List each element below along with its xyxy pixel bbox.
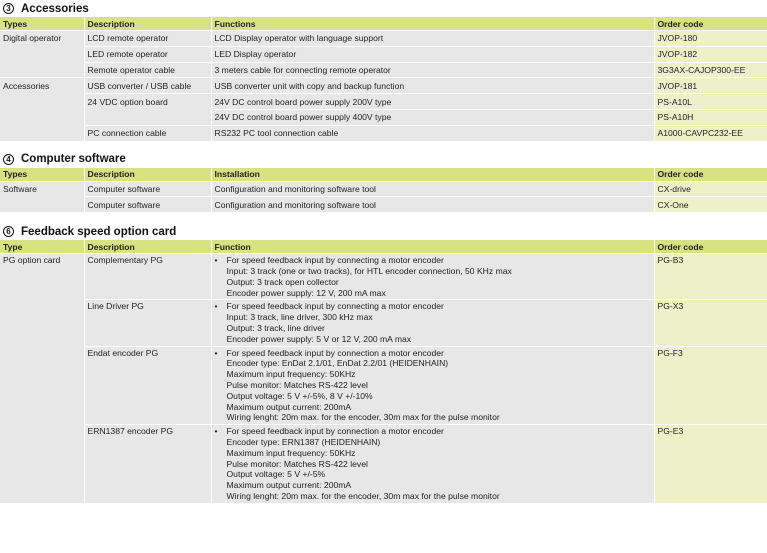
type-cell: PG option card xyxy=(0,254,84,300)
table-row xyxy=(0,78,767,94)
order-code-cell: PG-E3 xyxy=(654,425,767,504)
description-cell: ERN1387 encoder PG xyxy=(84,425,211,504)
order-code-cell: JVOP-182 xyxy=(654,46,767,62)
order-code-cell: PS-A10H xyxy=(654,109,767,125)
function-cell: LCD Display operator with language support xyxy=(211,31,654,47)
type-cell xyxy=(0,109,84,125)
bullet-icon: • xyxy=(214,255,218,266)
feedback-section-title xyxy=(0,223,767,240)
type-cell xyxy=(0,46,84,62)
software-section-title xyxy=(0,151,767,168)
type-cell xyxy=(0,125,84,141)
function-cell: • For speed feedback input by connecting a motor encoder Input: 3 track (one or two tracks), for HTL encoder connection, 50 KHz max Output: 3 track open collector Encoder power supply: 12 V, 200 mA max xyxy=(211,254,654,300)
table-header-row xyxy=(0,240,767,254)
function-cell: • For speed feedback input by connection a motor encoder Encoder type: ERN1387 (HEIDENHAIN) Maximum input frequency: 50KHz Pulse monitor: Matches RS-422 level Output voltage: 5 V +/-5% Maximum output current: 200mA Wiring lenght: 20m max. for the encoder, 30m max for the pulse monitor xyxy=(211,425,654,504)
accessories-table xyxy=(0,17,767,142)
description-cell: 24 VDC option board xyxy=(84,94,211,110)
column-header: Function xyxy=(211,240,654,254)
type-cell xyxy=(0,300,84,346)
installation-cell: Configuration and monitoring software tool xyxy=(211,197,654,213)
function-cell: 3 meters cable for connecting remote operator xyxy=(211,62,654,78)
type-cell xyxy=(0,197,84,213)
column-header: Type xyxy=(0,240,84,254)
accessories-title: Accessories xyxy=(21,2,89,15)
table-header-row xyxy=(0,168,767,182)
description-cell: USB converter / USB cable xyxy=(84,78,211,94)
type-cell xyxy=(0,425,84,504)
table-row xyxy=(0,181,767,197)
section-number-badge: 4 xyxy=(3,154,14,165)
description-cell xyxy=(84,109,211,125)
order-code-cell: PG-B3 xyxy=(654,254,767,300)
software-title: Computer software xyxy=(21,153,126,166)
section-number-badge: 6 xyxy=(3,226,14,237)
type-cell: Software xyxy=(0,181,84,197)
table-row xyxy=(0,31,767,47)
bullet-icon: • xyxy=(214,301,218,312)
description-cell: Computer software xyxy=(84,197,211,213)
column-header: Installation xyxy=(211,168,654,182)
table-row xyxy=(0,109,767,125)
description-cell: Remote operator cable xyxy=(84,62,211,78)
column-header: Types xyxy=(0,17,84,31)
description-cell: Computer software xyxy=(84,181,211,197)
column-header: Functions xyxy=(211,17,654,31)
function-cell: RS232 PC tool connection cable xyxy=(211,125,654,141)
table-row xyxy=(0,125,767,141)
description-cell: Line Driver PG xyxy=(84,300,211,346)
table-row xyxy=(0,346,767,425)
table-row xyxy=(0,94,767,110)
installation-cell: Configuration and monitoring software tool xyxy=(211,181,654,197)
description-cell: LCD remote operator xyxy=(84,31,211,47)
type-cell: Digital operator xyxy=(0,31,84,47)
order-code-cell: A1000-CAVPC232-EE xyxy=(654,125,767,141)
table-header-row xyxy=(0,17,767,31)
software-table xyxy=(0,168,767,214)
column-header: Types xyxy=(0,168,84,182)
column-header: Order code xyxy=(654,17,767,31)
order-code-cell: PG-F3 xyxy=(654,346,767,425)
description-cell: LED remote operator xyxy=(84,46,211,62)
function-cell: • For speed feedback input by connection a motor encoder Encoder type: EnDat 2.1/01, EnDat 2.2/01 (HEIDENHAIN) Maximum input frequency: 50KHz Pulse monitor: Matches RS-422 level Output voltage: 5 V +/-5%, 8 V +/-10% Maximum output current: 200mA Wiring lenght: 20m max. for the encoder, 30m max for the pulse monitor xyxy=(211,346,654,425)
order-code-cell: PS-A10L xyxy=(654,94,767,110)
function-cell: 24V DC control board power supply 200V type xyxy=(211,94,654,110)
order-code-cell: JVOP-181 xyxy=(654,78,767,94)
order-code-cell: CX-drive xyxy=(654,181,767,197)
description-cell: Complementary PG xyxy=(84,254,211,300)
column-header: Description xyxy=(84,168,211,182)
bullet-icon: • xyxy=(214,347,218,358)
function-cell: LED Display operator xyxy=(211,46,654,62)
type-cell xyxy=(0,62,84,78)
table-row xyxy=(0,254,767,300)
column-header: Order code xyxy=(654,168,767,182)
table-row xyxy=(0,197,767,213)
table-row xyxy=(0,300,767,346)
section-number-badge: 3 xyxy=(3,3,14,14)
order-code-cell: JVOP-180 xyxy=(654,31,767,47)
description-cell: PC connection cable xyxy=(84,125,211,141)
order-code-cell: PG-X3 xyxy=(654,300,767,346)
feedback-title: Feedback speed option card xyxy=(21,225,177,238)
type-cell xyxy=(0,94,84,110)
column-header: Description xyxy=(84,240,211,254)
feedback-table xyxy=(0,240,767,504)
type-cell: Accessories xyxy=(0,78,84,94)
table-row xyxy=(0,46,767,62)
function-cell: • For speed feedback input by connecting a motor encoder Input: 3 track, line driver, 300 kHz max Output: 3 track, line driver Encoder power supply: 5 V or 12 V, 200 mA max xyxy=(211,300,654,346)
column-header: Description xyxy=(84,17,211,31)
order-code-cell: 3G3AX-CAJOP300-EE xyxy=(654,62,767,78)
description-cell: Endat encoder PG xyxy=(84,346,211,425)
table-row xyxy=(0,425,767,504)
function-cell: USB converter unit with copy and backup function xyxy=(211,78,654,94)
function-cell: 24V DC control board power supply 400V type xyxy=(211,109,654,125)
accessories-section-title xyxy=(0,0,767,17)
bullet-icon: • xyxy=(214,426,218,437)
order-code-cell: CX-One xyxy=(654,197,767,213)
table-row xyxy=(0,62,767,78)
type-cell xyxy=(0,346,84,425)
column-header: Order code xyxy=(654,240,767,254)
